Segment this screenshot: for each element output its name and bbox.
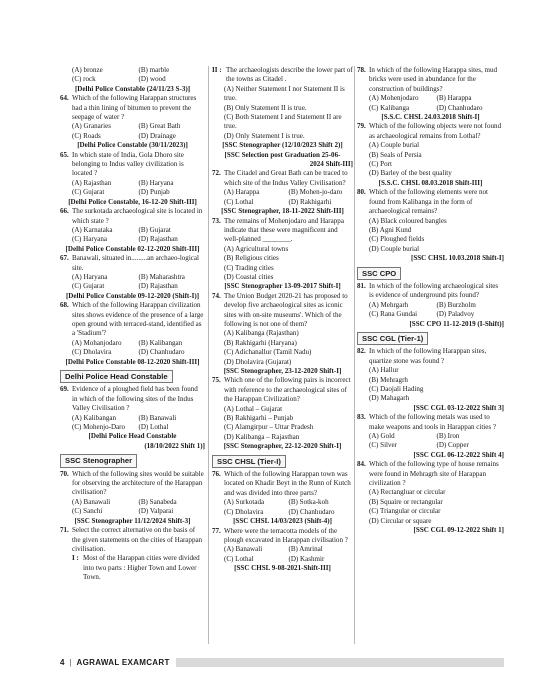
option: (A) Rajasthan (72, 178, 112, 187)
column-1 (60, 66, 205, 583)
question-number: 79. (357, 122, 366, 131)
q65-options (60, 179, 205, 198)
option: (D) Mahagarh (369, 394, 410, 403)
q70-options (60, 498, 205, 517)
question-text: In which of the following archaeological sites is evidence of underground pits found? (369, 281, 499, 300)
question-text: Which of the following elements were not found from Kalibanga in the form of archaeological remains? (369, 188, 488, 216)
option: (D) Chanhudaro (436, 103, 483, 112)
option: (B) Banawali (138, 413, 177, 422)
option: (A) Haryana (72, 272, 108, 281)
section-heading: SSC CHSL (Tier-I) (212, 455, 286, 468)
question-number: 66. (60, 207, 69, 216)
exam-source: [SSC Stenographer (12/10/2023 Shift 2)] (222, 141, 343, 150)
option: (C) Haryana (72, 235, 108, 244)
question-67 (60, 254, 205, 273)
q72-options (212, 188, 353, 207)
option: (C) Rana Gundai (369, 310, 418, 319)
question-text: Which of the following type of house remains were found in Mehragrh site of Harappan civilization ? (369, 460, 499, 488)
option: (C) Ploughed fields (369, 235, 425, 244)
column-2 (212, 66, 353, 574)
option: (B) Seals of Persia (369, 150, 422, 159)
question-text: Which of the following Harappan town was located on Khadir Beyt in the Runn of Kutch and was divided into three parts? (224, 470, 351, 497)
option: (D) Chanhudaro (288, 507, 335, 516)
exam-source: [Delhi Police Constable 09-12-2020 (Shift-I)] (65, 291, 200, 300)
option: (C) Mohenjo-Daro (72, 423, 126, 432)
question-77 (212, 527, 353, 546)
question-text: In which state of India, Gola Dhoro site belonging to Indus valley civilization is located ? (72, 150, 184, 178)
exam-source: [Delhi Police Head Constable (88, 432, 177, 441)
question-text: Which of the following objects were not found as archaeological remains from Lothal? (369, 122, 502, 140)
option: (C) Dholavira (72, 348, 112, 357)
question-number: 71. (60, 526, 69, 535)
question-text: Select the correct alternative on the basis of the given statements on the cities of Harappan civilisation. (72, 526, 203, 553)
footer-separator: | (69, 657, 72, 667)
option: (C) Lothal (224, 554, 254, 563)
exam-source: [Delhi Police Constable (24/11/23 S-3)] (74, 84, 191, 93)
question-78 (357, 66, 504, 94)
option: (A) Lothal – Gujarat (224, 404, 283, 413)
question-64 (60, 94, 205, 122)
option: (C) Trading cities (224, 263, 274, 272)
question-number: 64. (60, 94, 69, 103)
exam-source: [SSC CHSL 14/03/2023 (Shift-4)] (233, 517, 332, 526)
column-divider (208, 66, 209, 644)
exam-source: [SSC Stenographer 13-09-2017 Shift-I] (224, 282, 341, 291)
exam-source: [SSC CPO 11-12-2019 (I-Shift)] (409, 319, 504, 328)
question-text: Which of the following Harappan structures had a thin lining of bitumen to prevent the seepage of water ? (72, 94, 197, 122)
option: (B) Iron (436, 432, 460, 441)
exam-source: [S.S.C. CHSL 08.03.2018 Shift-III] (378, 178, 483, 187)
question-text: The surkotada archaeological site is located in which state ? (72, 207, 203, 225)
question-number: 70. (60, 469, 69, 478)
question-text: Which one of the following pairs is incorrect with reference to the archaeological sites of the Harappan Civilization? (224, 376, 351, 404)
exam-source: [Delhi Police Constable, 16-12-20 Shift-III] (68, 197, 197, 206)
option: (A) Agricultural towns (224, 244, 289, 253)
question-82 (357, 347, 504, 366)
column-divider (354, 66, 355, 644)
option: (B) Agni Kund (369, 225, 412, 234)
question-text: The Citadel and Great Bath can be traced to which site of the Indus Valley Civilisation? (224, 169, 348, 187)
option: (A) Hallur (369, 366, 399, 375)
exam-source: [Delhi Police Constable 02-12-2020 Shift-III] (65, 244, 200, 253)
question-83 (357, 413, 504, 432)
option: (A) Karnataka (72, 225, 113, 234)
question-number: 78. (357, 66, 366, 74)
question-number: 83. (357, 413, 366, 422)
page-footer (60, 655, 504, 669)
question-text: In which of the following Harappan sites, quartize stone was found ? (369, 347, 487, 365)
exam-source: [SSC Stenographer, 23-12-2020 Shift-I] (223, 367, 342, 375)
option: (C) Gujarat (72, 282, 105, 291)
statement-text: The archaeologists describe the lower part of the towns as Citadel . (226, 66, 353, 84)
question-number: 76. (212, 470, 221, 479)
question-number: 82. (357, 347, 366, 356)
option: (B) Sotka-koh (288, 498, 329, 507)
option: (A) bronze (72, 66, 103, 74)
option: (B) Haryana (138, 178, 174, 187)
question-68 (60, 301, 205, 339)
option: (B) marble (138, 66, 170, 74)
option: (C) Silver (369, 441, 397, 450)
question-number: 84. (357, 460, 366, 469)
option: (B) Amrinal (288, 545, 323, 554)
exam-source: [Delhi Police Constable 08-12-2020 Shift-III] (65, 357, 200, 366)
option: (D) Coastal cities (224, 272, 274, 281)
question-number: 68. (60, 301, 69, 310)
option: (B) Gujarat (138, 225, 171, 234)
question-75 (212, 376, 353, 404)
option: (A) Rectangluar or circular (369, 488, 446, 497)
statement-label: II : (212, 66, 222, 74)
exam-source: (18/10/2022 Shift 1)] (144, 441, 205, 450)
exam-source: [SSC Selection post Graduation 25-06- (224, 150, 341, 159)
option: (A) Surkotada (224, 498, 265, 507)
question-84 (357, 460, 504, 488)
q76-options (212, 498, 353, 517)
question-text: Evidence of a ploughed field has been found in which of the following sites of the Indus Valley Civilisation ? (72, 385, 198, 413)
publisher-brand: AGRAWAL EXAMCART (76, 657, 170, 667)
question-number: 81. (357, 281, 366, 290)
option: (A) Mohenjodaro (369, 94, 419, 103)
option: (D) Barley of the best quality (369, 169, 452, 178)
option: (B) Harappa (436, 94, 472, 103)
question-number: 77. (212, 526, 221, 535)
option: (D) Rajasthan (138, 235, 178, 244)
option: (D) Rajasthan (138, 282, 178, 291)
question-71 (60, 526, 205, 554)
statement (60, 554, 205, 582)
exam-source: [S.S.C. CHSL 24.03.2018 Shift-I] (381, 113, 480, 122)
option: (B) Rakhigarhi – Punjab (224, 414, 294, 423)
question-text: The Union Budget 2020-21 has proposed to develop five archaeological sites as iconic sites with on-site museums'. Which of the following is not one of them? (224, 291, 348, 328)
option: (C) Sanchi (72, 507, 103, 516)
question-79 (357, 122, 504, 141)
option: (D) Valparai (138, 507, 174, 516)
option: (C) Daojali Hading (369, 385, 424, 393)
option: (D) Chanhudaro (138, 348, 185, 357)
option: (D) Only Statement I is true. (224, 131, 305, 140)
question-text: Which of the following sites would be suitable for observing the architecture of the Harappan civilisation? (72, 469, 204, 497)
column-3 (357, 66, 504, 536)
exam-source: [SSC CGL 06-12-2022 Shift 4] (413, 450, 504, 459)
option: (C) Roads (72, 131, 101, 140)
option: (B) Kalibangan (138, 338, 183, 347)
option: (A) Gold (369, 432, 395, 441)
option: (A) Kalibangan (72, 413, 117, 422)
option: (C) Adichanallur (Tamil Nadu) (224, 348, 312, 357)
option: (A) Harappa (224, 188, 260, 197)
option: (D) Rakhigarhi (288, 197, 332, 206)
question-number: 80. (357, 188, 366, 197)
exam-source: [SSC CGL 03-12-2022 Shift 3] (413, 403, 504, 412)
option: (A) Kalibanga (Rajasthan) (224, 329, 299, 338)
option: (D) Circular or square (369, 516, 432, 525)
question-74 (212, 292, 353, 330)
q63-options (60, 66, 205, 85)
option: (A) Couple burial (369, 141, 420, 150)
option: (C) Triangular or circular (369, 507, 441, 516)
q78-options (357, 94, 504, 113)
question-text: In which of the following Harappa sites, mud bricks were used in abundance for the construction of buildings? (369, 66, 497, 93)
question-70 (60, 470, 205, 498)
question-number: 69. (60, 385, 69, 394)
q77-options (212, 545, 353, 564)
option: (D) Dholavira (Gujarat) (224, 357, 292, 366)
option: (D) Paladvoy (436, 310, 475, 319)
option: (B) Great Bath (138, 122, 181, 131)
option: (B) Only Statement II is true. (224, 103, 307, 112)
exam-source: [SSC CHSL 9-08-2021-Shift-III] (234, 564, 331, 573)
section-heading: SSC CPO (357, 267, 401, 280)
option: (C) Dholavira (224, 507, 264, 516)
option: (A) Banawali (224, 545, 263, 554)
option: (D) wood (138, 75, 166, 84)
exam-source: 2024 Shift-III] (309, 160, 353, 169)
q66-options (60, 226, 205, 245)
option: (C) Lothal (224, 197, 254, 206)
option: (D) Punjab (138, 188, 170, 197)
option: (D) Drainage (138, 131, 176, 140)
exam-source: [SSC Stenographer, 18-11-2022 Shift-III] (221, 207, 344, 216)
exam-source: [SSC CHSL 10.03.2018 Shift-I] (411, 254, 504, 263)
q81-options (357, 301, 504, 320)
option: (B) Rakhigarhi (Haryana) (224, 338, 297, 347)
section-heading: SSC Stenographer (60, 454, 137, 467)
question-66 (60, 207, 205, 226)
question-text: Banawali, situated in.........an archaeo-logical site. (72, 254, 199, 272)
question-text: Where were the terracotta models of the plough excavated in Harappan civilisation ? (224, 526, 348, 544)
option: (B) Sanabeda (138, 497, 177, 506)
question-69 (60, 385, 205, 413)
statement-text: Most of the Harappan cities were divided into two parts : Higher Town and Lower Town. (83, 554, 200, 582)
option: (B) Maharashtra (138, 272, 185, 281)
question-text: Which of the following Harappan civilization sites shows evidence of the presence of a large open ground with terraced-stand, identified as a 'Stadium'? (72, 301, 204, 338)
exam-source: [Delhi Police Constable (30/11/2023)] (77, 141, 188, 150)
exam-source: [SSC CGL 09-12-2022 Shift 1] (413, 526, 504, 535)
option: (A) Mehrgarh (369, 300, 409, 309)
option: (C) Gujarat (72, 188, 105, 197)
option: (C) rock (72, 75, 96, 84)
question-81 (357, 282, 504, 301)
question-65 (60, 151, 205, 179)
option: (B) Burzholm (436, 300, 476, 309)
option: (C) Kalibanga (369, 103, 410, 112)
question-number: 75. (212, 376, 221, 385)
exam-source: [SSC Stenographer, 22-12-2020 Shift-I] (223, 442, 342, 451)
footer-rule (176, 658, 504, 667)
statement-label: I : (72, 554, 79, 563)
option: (D) Copper (436, 441, 469, 450)
exam-source: [SSC Stenographer 11/12/2024 Shift-3] (74, 516, 191, 525)
option: (A) Black coloured bangles (369, 216, 447, 225)
option: (C) Alamgirpur – Uttar Pradesh (224, 423, 314, 432)
question-number: 67. (60, 254, 69, 263)
question-number: 72. (212, 169, 221, 178)
option: (B) Mehragrh (369, 375, 408, 384)
question-80 (357, 188, 504, 216)
option: (A) Banawali (72, 497, 111, 506)
option: (A) Granaries (72, 122, 111, 131)
question-number: 73. (212, 216, 221, 225)
question-text: The remains of Mohenjodaro and Harappa indicate that these were magnificent and well-planned ________. (224, 216, 344, 244)
statement (212, 66, 353, 85)
page-number: 4 (60, 657, 65, 667)
option: (B) Squaire or rectangular (369, 497, 443, 506)
question-73 (212, 217, 353, 245)
option: (D) Couple burial (369, 244, 420, 253)
q69-options (60, 414, 205, 433)
option: (A) Neither Statement I nor Statement II is true. (224, 84, 345, 103)
q64-options (60, 122, 205, 141)
option: (A) Mohanjodaro (72, 338, 122, 347)
option: (B) Mohen-jo-daro (288, 188, 343, 197)
question-text: Which of the following metals was used to make weapons and tools in Harappan cities ? (369, 413, 496, 431)
section-heading: Delhi Police Head Constable (60, 370, 173, 383)
question-72 (212, 169, 353, 188)
q83-options (357, 432, 504, 451)
question-number: 65. (60, 150, 69, 159)
option: (D) Kalibanga – Rajasthan (224, 432, 300, 441)
option: (C) Both Statement I and Statement II are true. (224, 113, 342, 131)
option: (D) Kashmir (288, 554, 325, 563)
question-76 (212, 470, 353, 498)
question-number: 74. (212, 291, 221, 300)
section-heading: SSC CGL (Tier-1) (357, 332, 428, 345)
q68-options (60, 339, 205, 358)
option: (B) Religious cities (224, 254, 279, 263)
option: (C) Port (369, 160, 392, 169)
option: (D) Lothal (138, 423, 169, 432)
q67-options (60, 273, 205, 292)
